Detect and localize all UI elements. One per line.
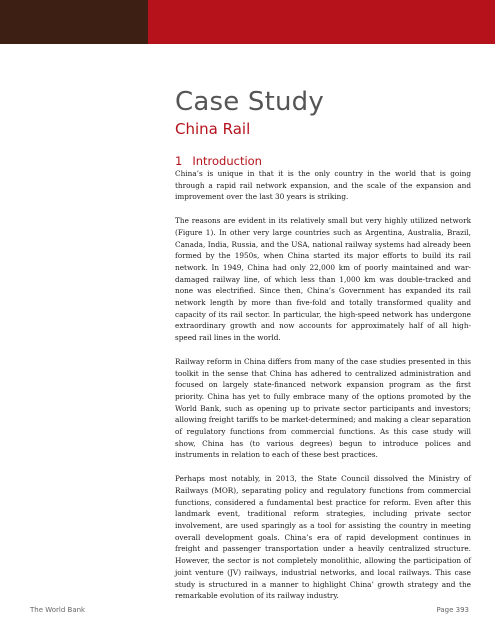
footer-publisher: The World Bank	[30, 606, 86, 614]
paragraph: China’s is unique in that it is the only country in the world that is going through a rapid rail network expansion, and the scale of the expansion and improvement over the last 30 years is striking.	[175, 169, 471, 202]
paragraph: Railway reform in China differs from many of the case studies presented in this toolkit in the sense that China has adhered to centralized administration and focused on largely state-financed network expansion program as the first priority. China has yet to fully embrace many of the options promoted by the World Bank, such as opening up to private sector participants and investors; allowing freight tariffs to be market-determined; and making a clear separation of regulatory functions from commercial functions. As this case study will show, China has (to various degrees) begun to introduce polices and instruments in relation to each of these best practices.	[175, 356, 471, 460]
header-band-dark	[0, 0, 148, 44]
paragraph: Perhaps most notably, in 2013, the State Council dissolved the Ministry of Railways (MOR), separating policy and regulatory functions from commercial functions, considered a fundamental best practice for reform. Even after this landmark event, traditional reform strategies, including private sector involvement, are used sparingly as a tool for assisting the country in meeting overall development goals. China’s era of rapid development continues in freight and passenger transportation under a heavily centralized structure. However, the sector is not completely monolithic, allowing the participation of joint venture (JV) railways, industrial networks, and local railways. This case study is structured in a manner to highlight China’ growth strategy and the remarkable evolution of its railway industry.	[175, 474, 471, 601]
section-heading	[175, 154, 262, 168]
page-subtitle: China Rail	[175, 120, 251, 138]
header-band-red	[148, 0, 495, 44]
section-title: Introduction	[192, 154, 262, 168]
section-number: 1	[175, 154, 183, 168]
paragraph: The reasons are evident in its relatively small but very highly utilized network (Figure 1). In other very large countries such as Argentina, Australia, Brazil, Canada, India, Russia, and the USA, national railway systems had already been formed by the 1950s, when China started its major efforts to build its rail network. In 1949, China had only 22,000 km of poorly maintained and war-damaged railway line, of which less than 1,000 km was double-tracked and none was electrified. Since then, China’s Government has expanded its rail network length by more than five-fold and totally transformed quality and capacity of its rail sector. In particular, the high-speed network has undergone extraordinary growth and now accounts for approximately half of all high-speed rail lines in the world.	[175, 216, 471, 343]
footer-page-number: Page 393	[436, 606, 469, 614]
page-title: Case Study	[175, 87, 324, 117]
header-band	[0, 0, 495, 44]
body-text	[175, 168, 471, 614]
